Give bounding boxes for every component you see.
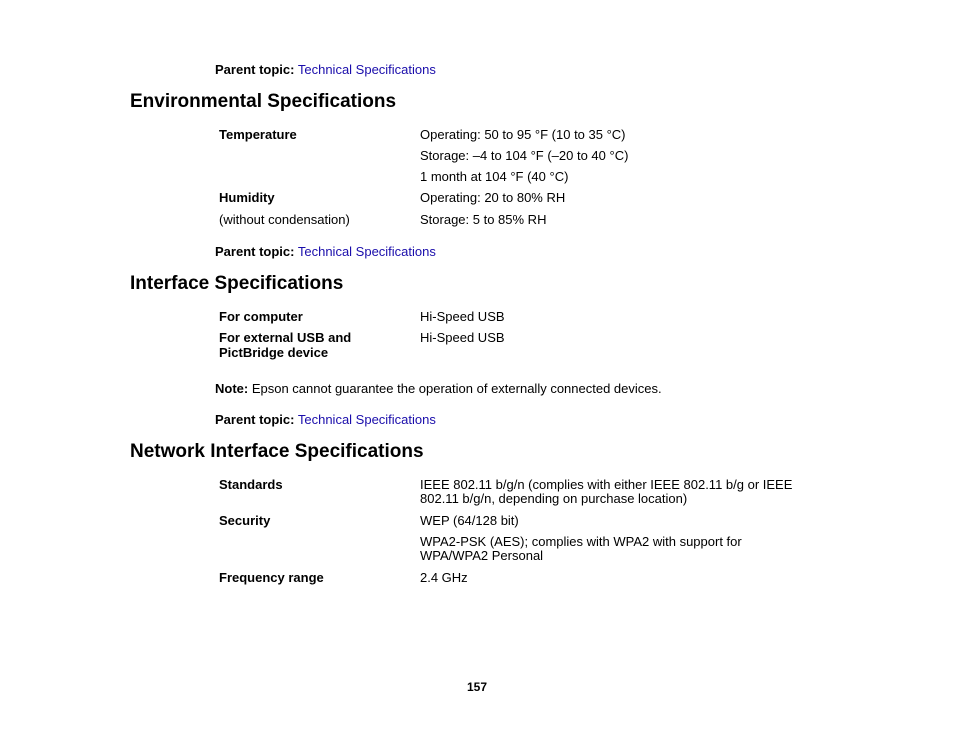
network-heading: Network Interface Specifications — [130, 441, 424, 462]
standards-value-line1: IEEE 802.11 b/g/n (complies with either IEEE 802.11 b/g or IEEE — [420, 477, 793, 492]
frequency-value: 2.4 GHz — [420, 570, 468, 585]
external-usb-label-line2: PictBridge device — [219, 345, 329, 360]
for-computer-label: For computer — [219, 309, 303, 324]
standards-label: Standards — [219, 477, 283, 492]
temperature-storage: Storage: –4 to 104 °F (–20 to 40 °C) — [420, 148, 629, 163]
parent-topic-label: Parent topic: — [215, 412, 295, 427]
external-usb-label-line1: For external USB and — [219, 330, 352, 345]
for-computer-value: Hi-Speed USB — [420, 309, 505, 324]
parent-topic-3 — [215, 412, 436, 427]
security-label: Security — [219, 513, 271, 528]
temperature-operating: Operating: 50 to 95 °F (10 to 35 °C) — [420, 127, 626, 142]
humidity-label: Humidity — [219, 190, 275, 205]
parent-topic-link[interactable]: Technical Specifications — [297, 62, 436, 77]
note-label: Note: — [215, 381, 249, 396]
humidity-operating: Operating: 20 to 80% RH — [420, 190, 566, 205]
parent-topic-label: Parent topic: — [215, 62, 295, 77]
humidity-sublabel: (without condensation) — [219, 212, 350, 227]
security-value-wep: WEP (64/128 bit) — [420, 513, 519, 528]
note-text: Epson cannot guarantee the operation of externally connected devices. — [248, 381, 662, 396]
environmental-heading: Environmental Specifications — [130, 91, 397, 112]
temperature-month: 1 month at 104 °F (40 °C) — [420, 169, 569, 184]
parent-topic-link[interactable]: Technical Specifications — [297, 412, 436, 427]
temperature-label: Temperature — [219, 127, 297, 142]
parent-topic-link[interactable]: Technical Specifications — [297, 244, 436, 259]
humidity-storage: Storage: 5 to 85% RH — [420, 212, 547, 227]
frequency-label: Frequency range — [219, 570, 324, 585]
parent-topic-label: Parent topic: — [215, 244, 295, 259]
security-value-wpa-line1: WPA2-PSK (AES); complies with WPA2 with support for — [420, 534, 742, 549]
external-usb-value: Hi-Speed USB — [420, 330, 505, 345]
security-value-wpa-line2: WPA/WPA2 Personal — [420, 548, 544, 563]
parent-topic-1 — [215, 62, 436, 77]
page-number: 157 — [466, 680, 488, 694]
standards-value-line2: 802.11 b/g/n, depending on purchase location) — [420, 491, 688, 506]
parent-topic-2 — [215, 244, 436, 259]
interface-heading: Interface Specifications — [130, 273, 344, 294]
note — [215, 381, 662, 396]
